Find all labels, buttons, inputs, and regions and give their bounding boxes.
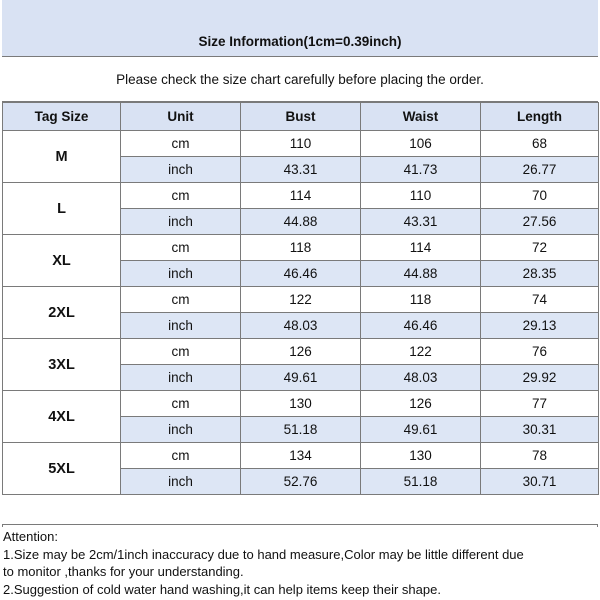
bust-cell: 114: [241, 183, 361, 209]
table-row: [3, 339, 599, 365]
waist-cell: 51.18: [361, 469, 481, 495]
length-cell: 74: [481, 287, 599, 313]
waist-cell: 49.61: [361, 417, 481, 443]
bust-cell: 48.03: [241, 313, 361, 339]
unit-cell: inch: [121, 313, 241, 339]
waist-cell: 43.31: [361, 209, 481, 235]
attention-heading: Attention:: [3, 529, 58, 544]
bust-cell: 52.76: [241, 469, 361, 495]
length-cell: 26.77: [481, 157, 599, 183]
size-info-title: [2, 0, 598, 57]
length-cell: 28.35: [481, 261, 599, 287]
tag-size-cell: L: [3, 183, 121, 235]
waist-cell: 114: [361, 235, 481, 261]
unit-cell: inch: [121, 417, 241, 443]
bust-cell: 46.46: [241, 261, 361, 287]
bust-cell: 134: [241, 443, 361, 469]
column-header-tag-size: Tag Size: [3, 103, 121, 131]
waist-cell: 44.88: [361, 261, 481, 287]
table-row: [3, 235, 599, 261]
column-header-unit: Unit: [121, 103, 241, 131]
table-row: [3, 443, 599, 469]
unit-cell: inch: [121, 261, 241, 287]
table-row: [3, 391, 599, 417]
unit-cell: inch: [121, 157, 241, 183]
bust-cell: 110: [241, 131, 361, 157]
tag-size-cell: 5XL: [3, 443, 121, 495]
table-header-row: [3, 103, 599, 131]
unit-cell: cm: [121, 131, 241, 157]
bust-cell: 44.88: [241, 209, 361, 235]
spacer-row: [2, 495, 598, 525]
length-cell: 72: [481, 235, 599, 261]
table-row: [3, 287, 599, 313]
length-cell: 27.56: [481, 209, 599, 235]
unit-cell: inch: [121, 209, 241, 235]
unit-cell: cm: [121, 443, 241, 469]
length-cell: 78: [481, 443, 599, 469]
length-cell: 29.92: [481, 365, 599, 391]
size-info-title-text: Size Information(1cm=0.39inch): [198, 34, 402, 49]
waist-cell: 126: [361, 391, 481, 417]
waist-cell: 130: [361, 443, 481, 469]
unit-cell: cm: [121, 183, 241, 209]
length-cell: 30.31: [481, 417, 599, 443]
unit-cell: inch: [121, 365, 241, 391]
length-cell: 77: [481, 391, 599, 417]
bust-cell: 122: [241, 287, 361, 313]
length-cell: 76: [481, 339, 599, 365]
waist-cell: 41.73: [361, 157, 481, 183]
bust-cell: 118: [241, 235, 361, 261]
tag-size-cell: M: [3, 131, 121, 183]
unit-cell: cm: [121, 235, 241, 261]
tag-size-cell: 3XL: [3, 339, 121, 391]
length-cell: 29.13: [481, 313, 599, 339]
bust-cell: 43.31: [241, 157, 361, 183]
size-table: [2, 102, 599, 495]
column-header-length: Length: [481, 103, 599, 131]
bust-cell: 51.18: [241, 417, 361, 443]
table-row: [3, 131, 599, 157]
bust-cell: 130: [241, 391, 361, 417]
order-notice: [2, 57, 598, 102]
attention-line: to monitor ,thanks for your understanding.: [3, 564, 244, 579]
attention-notes: [2, 527, 598, 600]
waist-cell: 46.46: [361, 313, 481, 339]
unit-cell: cm: [121, 339, 241, 365]
order-notice-text: Please check the size chart carefully before placing the order.: [116, 71, 484, 87]
tag-size-cell: XL: [3, 235, 121, 287]
attention-line: 2.Suggestion of cold water hand washing,it can help items keep their shape.: [3, 581, 441, 597]
column-header-waist: Waist: [361, 103, 481, 131]
unit-cell: cm: [121, 391, 241, 417]
waist-cell: 118: [361, 287, 481, 313]
waist-cell: 122: [361, 339, 481, 365]
bust-cell: 49.61: [241, 365, 361, 391]
column-header-bust: Bust: [241, 103, 361, 131]
tag-size-cell: 2XL: [3, 287, 121, 339]
unit-cell: inch: [121, 469, 241, 495]
tag-size-cell: 4XL: [3, 391, 121, 443]
waist-cell: 48.03: [361, 365, 481, 391]
bust-cell: 126: [241, 339, 361, 365]
unit-cell: cm: [121, 287, 241, 313]
waist-cell: 106: [361, 131, 481, 157]
length-cell: 70: [481, 183, 599, 209]
waist-cell: 110: [361, 183, 481, 209]
table-row: [3, 183, 599, 209]
length-cell: 30.71: [481, 469, 599, 495]
length-cell: 68: [481, 131, 599, 157]
attention-line: 1.Size may be 2cm/1inch inaccuracy due to hand measure,Color may be little different due: [3, 546, 524, 562]
